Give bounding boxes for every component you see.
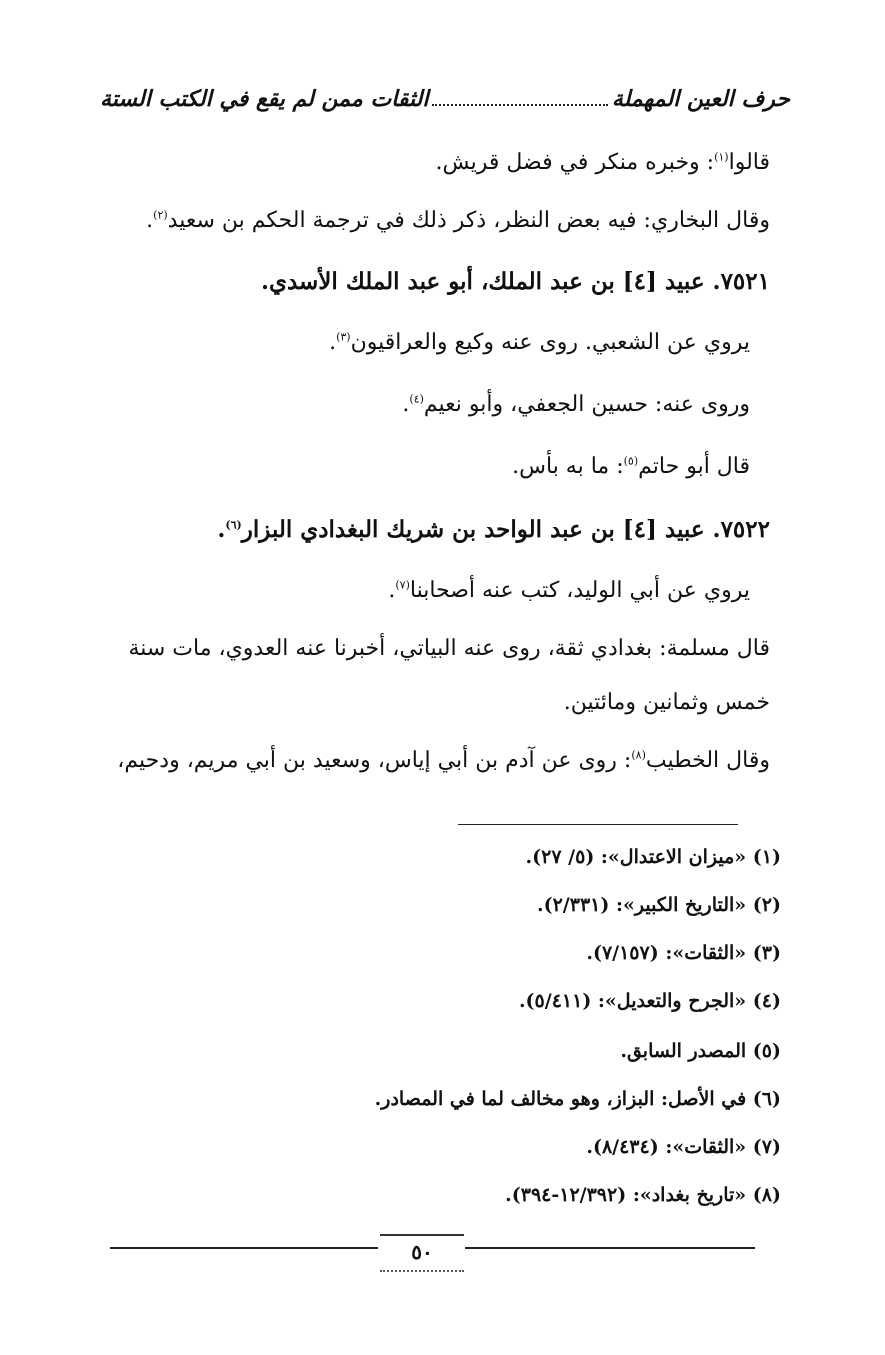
body-line-11: وقال الخطيب$^{(٨)}$: روى عن آدم بن أبي إياس، وسعيد بن أبي مريم، ودحيم، — [117, 748, 770, 773]
bottom-rule-left — [110, 1247, 378, 1249]
footnote-1: (١) «ميزان الاعتدال»: (٥/ ٢٧). — [525, 846, 781, 868]
body-line-10: خمس وثمانين ومائتين. — [563, 690, 770, 715]
footnote-6: (٦) في الأصل: البزاز، وهو مخالف لما في المصادر. — [374, 1088, 781, 1110]
footnote-2: (٢) «التاريخ الكبير»: (٢/٣٣١). — [536, 894, 781, 916]
body-line-4: يروي عن الشعبي. روى عنه وكيع والعراقيون$^{(٣)}$. — [329, 330, 750, 355]
header-dots — [432, 103, 607, 106]
body-line-2: وقال البخاري: فيه بعض النظر، ذكر ذلك في ترجمة الحكم بن سعيد$^{(٢)}$. — [146, 208, 770, 233]
footnote-7: (٧) «الثقات»: (٨/٤٣٤). — [586, 1136, 781, 1158]
body-line-6: قال أبو حاتم$^{(٥)}$: ما به بأس. — [512, 454, 750, 479]
entry-7522: ٧٥٢٢. عبيد [٤] بن عبد الواحد بن شريك البغدادي البزار$^{(٦)}$. — [217, 516, 770, 543]
body-line-5: وروى عنه: حسين الجعفي، وأبو نعيم$^{(٤)}$. — [402, 392, 750, 417]
body-line-8: يروي عن أبي الوليد، كتب عنه أصحابنا$^{(٧)}$. — [388, 578, 750, 603]
body-line-9: قال مسلمة: بغدادي ثقة، روى عنه البياتي، أخبرنا عنه العدوي، مات سنة — [128, 636, 770, 661]
body-line-1: قالوا$^{(١)}$: وخبره منكر في فضل قريش. — [435, 150, 770, 175]
entry-7521: ٧٥٢١. عبيد [٤] بن عبد الملك، أبو عبد الملك الأسدي. — [260, 268, 770, 295]
footnote-8: (٨) «تاريخ بغداد»: (١٢/٣٩٢-٣٩٤). — [505, 1184, 781, 1206]
header-chapter: حرف العين المهملة — [611, 86, 790, 112]
footnote-separator — [458, 824, 738, 825]
footnote-3: (٣) «الثقات»: (٧/١٥٧). — [586, 942, 781, 964]
footnote-5: (٥) المصدر السابق. — [620, 1040, 781, 1062]
running-header — [100, 86, 790, 112]
header-book-title: الثقات ممن لم يقع في الكتب الستة — [100, 86, 429, 112]
footnote-4: (٤) «الجرح والتعديل»: (٥/٤١١). — [518, 990, 781, 1012]
bottom-rule-right — [465, 1247, 755, 1249]
page-number: ٥٠ — [380, 1234, 464, 1272]
